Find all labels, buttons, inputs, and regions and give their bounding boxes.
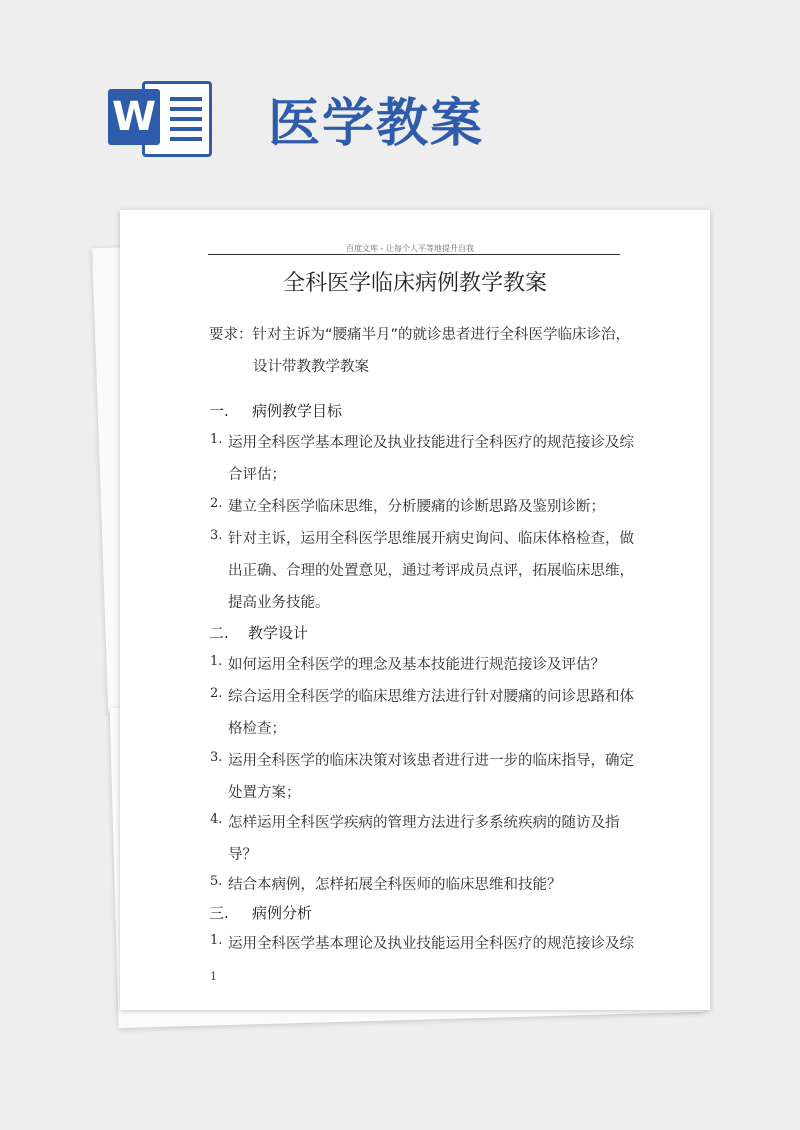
requirement-line-2: 设计带教教学教案 [253, 359, 369, 375]
list-item-line: 针对主诉，运用全科医学思维展开病史询问、临床体格检查，做 [228, 531, 634, 547]
list-item-line: 运用全科医学基本理论及执业技能进行全科医疗的规范接诊及综 [228, 435, 634, 451]
word-document-icon [108, 75, 216, 161]
list-item-number: 1. [210, 432, 223, 447]
list-item-line: 运用全科医学的临床决策对该患者进行进一步的临床指导，确定 [228, 753, 634, 769]
section-heading: 病例教学目标 [252, 402, 343, 420]
document-title: 全科医学临床病例教学教案 [282, 271, 547, 296]
section-number: 二. [209, 624, 229, 642]
page-number: 1 [210, 970, 217, 983]
list-item-line: 如何运用全科医学的理念及基本技能进行规范接诊及评估？ [228, 657, 605, 673]
list-item-number: 1. [210, 933, 223, 948]
list-item-line: 导？ [228, 847, 257, 863]
list-item-line: 运用全科医学基本理论及执业技能运用全科医疗的规范接诊及综 [228, 936, 634, 952]
list-item-line: 怎样运用全科医学疾病的管理方法进行多系统疾病的随访及指 [228, 815, 620, 831]
list-item-number: 1. [210, 654, 223, 669]
list-item-number: 3. [210, 750, 223, 765]
requirement-line-1: 要求：针对主诉为“腰痛半月”的就诊患者进行全科医学临床诊治， [209, 327, 631, 343]
document-page [120, 210, 710, 1010]
list-item-line: 结合本病例，怎样拓展全科医师的临床思维和技能？ [228, 877, 562, 893]
section-number: 三. [209, 904, 229, 922]
list-item-line: 提高业务技能。 [228, 595, 330, 611]
page-header: 百度文库 - 让每个人平等地提升自我 [346, 244, 474, 253]
banner-title: 医学教案 [268, 93, 485, 154]
word-letter: W [108, 89, 160, 145]
list-item-number: 2. [210, 496, 223, 511]
list-item-line: 格检查； [228, 721, 286, 737]
list-item-number: 5. [210, 874, 223, 889]
section-heading: 教学设计 [248, 624, 309, 642]
section-heading: 病例分析 [252, 904, 313, 922]
header-rule [208, 254, 620, 255]
list-item-line: 处置方案； [228, 785, 301, 801]
list-item-line: 出正确、合理的处置意见，通过考评成员点评，拓展临床思维， [228, 563, 634, 579]
list-item-number: 3. [210, 528, 223, 543]
list-item-line: 合评估； [228, 467, 286, 483]
list-item-number: 2. [210, 686, 223, 701]
list-item-line: 综合运用全科医学的临床思维方法进行针对腰痛的问诊思路和体 [228, 689, 634, 705]
section-number: 一. [209, 402, 229, 420]
list-item-number: 4. [210, 812, 223, 827]
list-item-line: 建立全科医学临床思维，分析腰痛的诊断思路及鉴别诊断； [228, 499, 605, 515]
